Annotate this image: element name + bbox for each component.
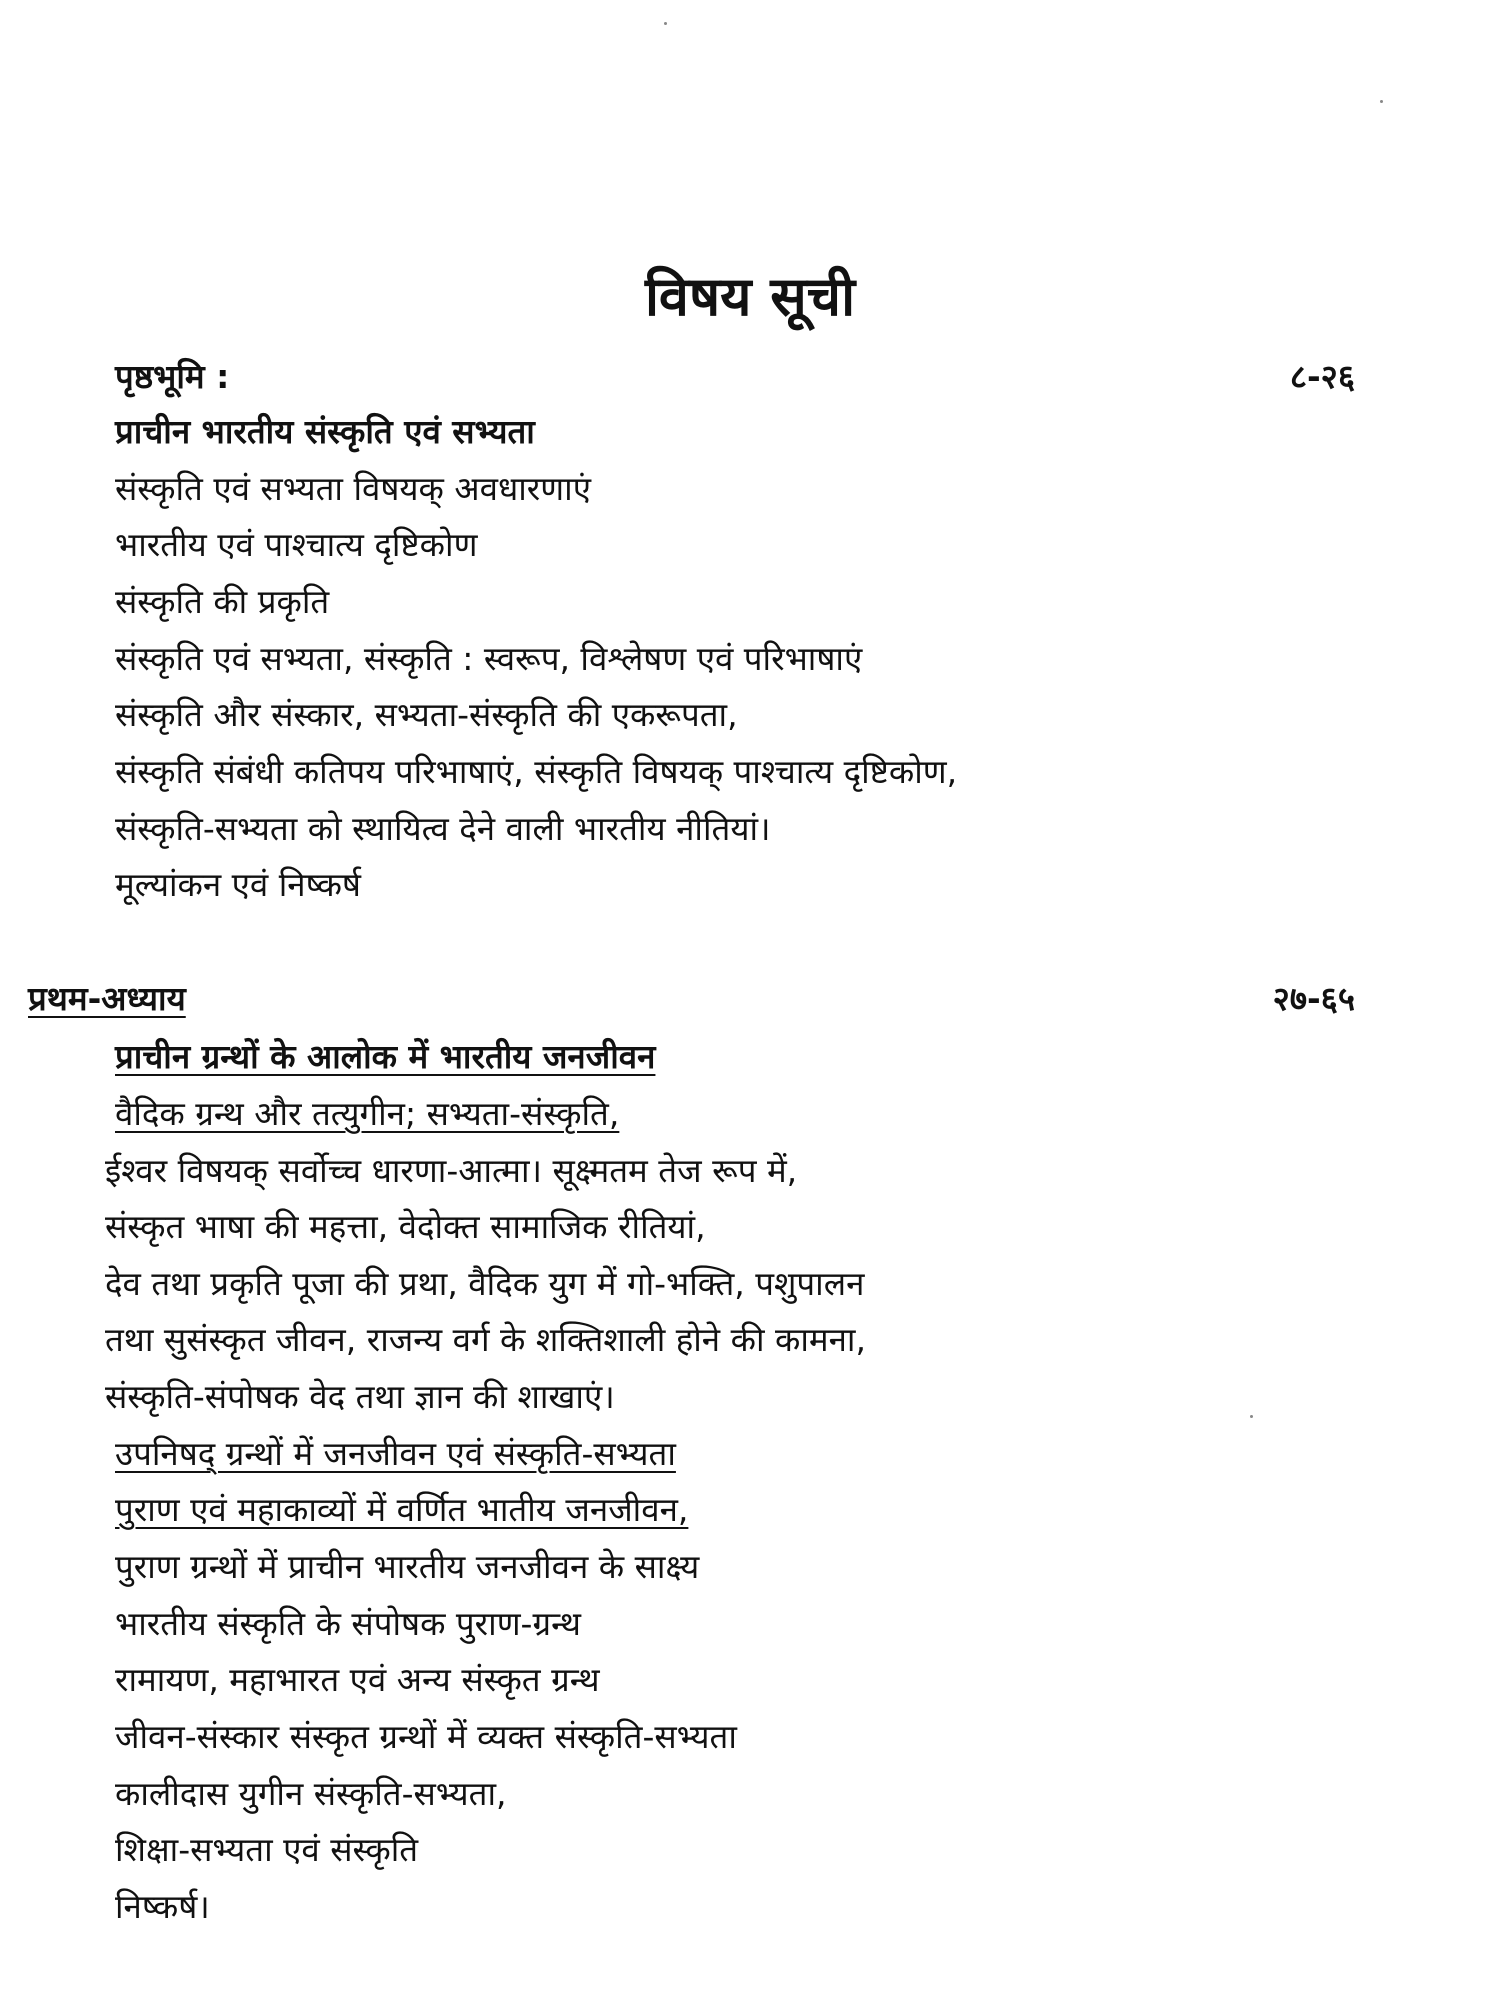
toc-line: रामायण, महाभारत एवं अन्य संस्कृत ग्रन्थ <box>115 1660 600 1699</box>
toc-line: संस्कृति-सभ्यता को स्थायित्व देने वाली भारतीय नीतियां। <box>115 809 771 848</box>
section-heading-background: पृष्ठभूमि : <box>115 357 230 396</box>
toc-line: निष्कर्ष। <box>115 1887 210 1926</box>
section-pages-background: ८-२६ <box>1289 357 1355 396</box>
toc-line: शिक्षा-सभ्यता एवं संस्कृति <box>115 1830 419 1869</box>
scan-speck <box>664 22 667 25</box>
toc-line: भारतीय एवं पाश्चात्य दृष्टिकोण <box>115 525 478 564</box>
toc-line: संस्कृति संबंधी कतिपय परिभाषाएं, संस्कृति विषयक् पाश्चात्य दृष्टिकोण, <box>115 752 958 791</box>
toc-subheading: प्राचीन भारतीय संस्कृति एवं सभ्यता <box>115 412 535 451</box>
toc-line: देव तथा प्रकृति पूजा की प्रथा, वैदिक युग में गो-भक्ति, पशुपालन <box>105 1264 865 1303</box>
toc-line: संस्कृति-संपोषक वेद तथा ज्ञान की शाखाएं। <box>105 1377 615 1416</box>
toc-line: संस्कृति और संस्कार, सभ्यता-संस्कृति की एकरूपता, <box>115 695 738 734</box>
toc-line: तथा सुसंस्कृत जीवन, राजन्य वर्ग के शक्तिशाली होने की कामना, <box>105 1320 866 1359</box>
toc-line: संस्कृति एवं सभ्यता, संस्कृति : स्वरूप, विश्लेषण एवं परिभाषाएं <box>115 639 863 678</box>
toc-line: मूल्यांकन एवं निष्कर्ष <box>115 865 362 904</box>
toc-line: संस्कृति की प्रकृति <box>115 582 330 621</box>
toc-line: पुराण ग्रन्थों में प्राचीन भारतीय जनजीवन के साक्ष्य <box>115 1547 700 1586</box>
toc-title: विषय सूची <box>644 265 856 328</box>
toc-subheading: उपनिषद् ग्रन्थों में जनजीवन एवं संस्कृति-सभ्यता <box>115 1434 676 1473</box>
toc-subheading: पुराण एवं महाकाव्यों में वर्णित भातीय जनजीवन, <box>115 1490 689 1529</box>
toc-subheading: प्राचीन ग्रन्थों के आलोक में भारतीय जनजीवन <box>115 1037 656 1076</box>
section-pages-chapter-one: २७-६५ <box>1272 979 1355 1018</box>
toc-line: ईश्वर विषयक् सर्वोच्च धारणा-आत्मा। सूक्ष्मतम तेज रूप में, <box>105 1151 798 1190</box>
toc-line: संस्कृति एवं सभ्यता विषयक् अवधारणाएं <box>115 469 591 508</box>
scan-speck <box>1250 1415 1253 1418</box>
toc-subheading: वैदिक ग्रन्थ और तत्युगीन; सभ्यता-संस्कृति, <box>115 1094 620 1133</box>
toc-line: भारतीय संस्कृति के संपोषक पुराण-ग्रन्थ <box>115 1604 581 1643</box>
toc-line: कालीदास युगीन संस्कृति-सभ्यता, <box>115 1774 507 1813</box>
section-heading-chapter-one: प्रथम-अध्याय <box>28 979 186 1018</box>
scan-speck <box>1380 100 1383 103</box>
toc-line: जीवन-संस्कार संस्कृत ग्रन्थों में व्यक्त संस्कृति-सभ्यता <box>115 1717 737 1756</box>
toc-line: संस्कृत भाषा की महत्ता, वेदोक्त सामाजिक रीतियां, <box>105 1207 706 1246</box>
